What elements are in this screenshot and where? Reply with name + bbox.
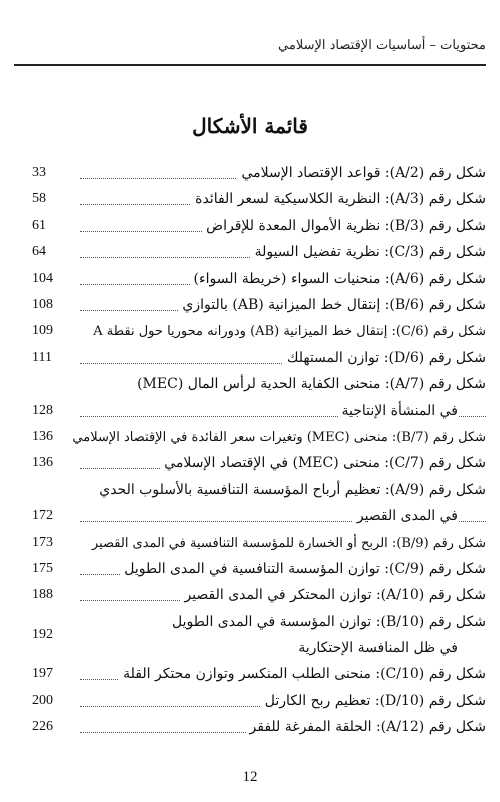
entry-label-continued: في ظل المنافسة الإحتكارية (294, 640, 458, 656)
entry-page: 175 (32, 560, 53, 576)
entry-page: 200 (32, 692, 53, 708)
entry-page: 197 (32, 666, 53, 682)
toc-entry[interactable] (14, 239, 486, 265)
entry-page: 111 (32, 349, 52, 365)
entry-page: 226 (32, 719, 53, 735)
toc-entry[interactable] (14, 213, 486, 239)
entry-label: شكل رقم (A/10): توازن المحتكر في المدى القصير (180, 587, 486, 603)
toc-entry[interactable] (14, 345, 486, 371)
entry-page: 33 (32, 165, 46, 180)
toc-entry[interactable] (14, 292, 486, 318)
entry-label: شكل رقم (A/6): منحنيات السواء (خريطة السواء) (190, 271, 486, 287)
toc-entry[interactable] (14, 477, 486, 530)
entry-label: شكل رقم (C/10): منحنى الطلب المنكسر وتوازن محتكر القلة (119, 666, 486, 682)
entry-page: 172 (32, 508, 53, 524)
entry-page: 58 (32, 191, 46, 207)
entry-page: 64 (32, 244, 46, 260)
page-number: 12 (242, 769, 258, 785)
list-of-figures (14, 160, 486, 741)
page-title: قائمة الأشكال (192, 114, 308, 138)
entry-page: 109 (32, 323, 53, 339)
entry-page: 61 (32, 217, 46, 233)
toc-entry[interactable] (14, 556, 486, 582)
toc-entry[interactable] (14, 424, 486, 450)
entry-label: شكل رقم (D/10): تعظيم ربح الكارتل (261, 693, 486, 709)
toc-entry[interactable] (14, 318, 486, 344)
entry-label: شكل رقم (A/2): قواعد الإقتصاد الإسلامي (237, 165, 486, 181)
entry-label: شكل رقم (A/7): منحنى الكفاية الحدية لرأس المال (MEC) (133, 376, 486, 392)
entry-label: شكل رقم (A/3): النظرية الكلاسيكية لسعر الفائدة (191, 191, 486, 207)
toc-entry[interactable] (14, 688, 486, 714)
entry-label: شكل رقم (C/6): إنتقال خط الميزانية (AB) ودورانه محوريا حول نقطة A (89, 324, 486, 339)
toc-entry[interactable] (14, 714, 486, 740)
entry-label-continued: في المنشأة الإنتاجية (338, 403, 458, 419)
toc-entry[interactable] (14, 450, 486, 476)
entry-page: 136 (32, 455, 53, 471)
entry-label: شكل رقم (C/9): توازن المؤسسة التنافسية في المدى الطويل (120, 561, 486, 577)
toc-entry[interactable] (14, 266, 486, 292)
toc-entry[interactable] (14, 160, 486, 186)
running-header: محتويات – أساسيات الإقتصاد الإسلامي (278, 38, 486, 53)
entry-page: 108 (32, 296, 53, 312)
entry-label: شكل رقم (B/10): توازن المؤسسة في المدى الطويل (168, 614, 486, 630)
header-rule (14, 64, 486, 66)
entry-label-continued: في المدى القصير (353, 508, 458, 524)
entry-page: 104 (32, 270, 53, 286)
entry-page: 173 (32, 534, 53, 550)
entry-page: 128 (32, 402, 53, 418)
entry-label: شكل رقم (B/3): نظرية الأموال المعدة للإقراض (202, 218, 486, 234)
entry-label: شكل رقم (A/9): تعظيم أرباح المؤسسة التنافسية بالأسلوب الحدي (95, 482, 486, 498)
entry-label: شكل رقم (C/7): منحنى (MEC) في الإقتصاد الإسلامي (160, 455, 486, 471)
toc-entry[interactable] (14, 371, 486, 424)
entry-label: شكل رقم (B/7): منحنى (MEC) وتغيرات سعر الفائدة في الإقتصاد الإسلامي (68, 430, 486, 445)
entry-page: 136 (32, 428, 53, 444)
entry-label: شكل رقم (B/6): إنتقال خط الميزانية (AB) بالتوازي (178, 297, 486, 313)
toc-entry[interactable] (14, 609, 486, 662)
entry-label: شكل رقم (C/3): نظرية تفضيل السيولة (251, 244, 486, 260)
entry-page: 188 (32, 587, 53, 603)
entry-label: شكل رقم (D/6): توازن المستهلك (283, 350, 486, 366)
entry-page: 192 (32, 626, 53, 642)
toc-entry[interactable] (14, 661, 486, 687)
toc-entry[interactable] (14, 582, 486, 608)
toc-entry[interactable] (14, 530, 486, 556)
entry-label: شكل رقم (A/12): الحلقة المفرغة للفقر (246, 719, 486, 735)
toc-entry[interactable] (14, 186, 486, 212)
entry-label: شكل رقم (B/9): الربح أو الخسارة للمؤسسة التنافسية في المدى القصير (88, 536, 486, 551)
